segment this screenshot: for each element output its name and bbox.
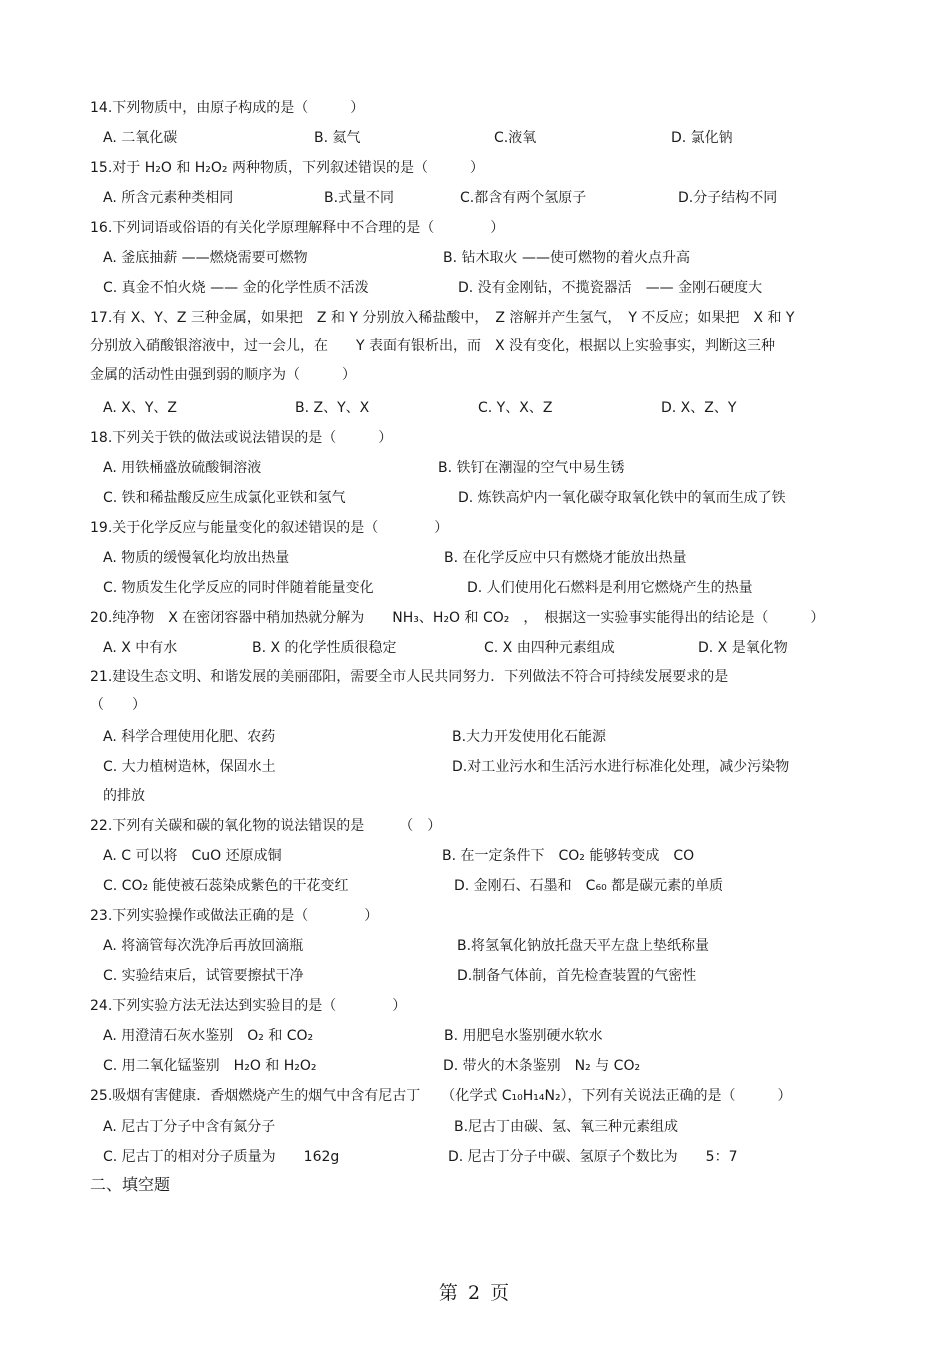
q20-option-d: D. X 是氧化物 — [698, 640, 788, 656]
section-title-fill-in-blanks: 二、填空题 — [90, 1175, 171, 1194]
q23-option-d: D.制备气体前，首先检查装置的气密性 — [457, 968, 697, 984]
q25-option-d: D. 尼古丁分子中碳、氢原子个数比为 5：7 — [448, 1149, 738, 1165]
q15-option-b: B.式量不同 — [324, 190, 395, 206]
q17-option-b: B. Z、Y、X — [295, 400, 370, 416]
question-22-stem: 22.下列有关碳和碳的氧化物的说法错误的是 （ ） — [90, 818, 442, 834]
q24-option-a: A. 用澄清石灰水鉴别 O₂ 和 CO₂ — [103, 1028, 314, 1044]
q18-option-c: C. 铁和稀盐酸反应生成氯化亚铁和氢气 — [103, 490, 346, 506]
question-17-stem-line-1: 17.有 X、Y、Z 三种金属，如果把 Z 和 Y 分别放入稀盐酸中， Z 溶解并产生氢气， Y 不反应；如果把 X 和 Y — [90, 310, 795, 326]
q20-option-c: C. X 由四种元素组成 — [484, 640, 615, 656]
question-19-stem: 19.关于化学反应与能量变化的叙述错误的是（ ） — [90, 520, 449, 536]
q25-option-a: A. 尼古丁分子中含有氮分子 — [103, 1119, 276, 1135]
q16-option-c: C. 真金不怕火烧 —— 金的化学性质不活泼 — [103, 280, 369, 296]
question-24-stem: 24.下列实验方法无法达到实验目的是（ ） — [90, 998, 407, 1014]
q17-option-d: D. X、Z、Y — [661, 400, 737, 416]
q25-option-b: B.尼古丁由碳、氢、氧三种元素组成 — [454, 1119, 679, 1135]
q19-option-c: C. 物质发生化学反应的同时伴随着能量变化 — [103, 580, 374, 596]
q18-option-b: B. 铁钉在潮湿的空气中易生锈 — [438, 460, 625, 476]
question-21-stem-line-2: （ ） — [90, 697, 146, 713]
q16-option-d: D. 没有金刚钻，不揽瓷器活 —— 金刚石硬度大 — [458, 280, 763, 296]
question-21-stem-line-1: 21.建设生态文明、和谐发展的美丽邵阳，需要全市人民共同努力．下列做法不符合可持续发展要求的是 — [90, 669, 729, 685]
q16-option-a: A. 釜底抽薪 ——燃烧需要可燃物 — [103, 250, 308, 266]
question-16-stem: 16.下列词语或俗语的有关化学原理解释中不合理的是（ ） — [90, 220, 505, 236]
question-14-stem: 14.下列物质中，由原子构成的是（ ） — [90, 100, 365, 116]
q23-option-c: C. 实验结束后，试管要擦拭干净 — [103, 968, 304, 984]
q21-option-b: B.大力开发使用化石能源 — [452, 729, 607, 745]
q21-option-d-continued: 的排放 — [103, 788, 145, 804]
q23-option-b: B.将氢氧化钠放托盘天平左盘上垫纸称量 — [457, 938, 710, 954]
q20-option-b: B. X 的化学性质很稳定 — [252, 640, 397, 656]
q24-option-c: C. 用二氧化锰鉴别 H₂O 和 H₂O₂ — [103, 1058, 317, 1074]
question-23-stem: 23.下列实验操作或做法正确的是（ ） — [90, 908, 379, 924]
q19-option-a: A. 物质的缓慢氧化均放出热量 — [103, 550, 290, 566]
q19-option-b: B. 在化学反应中只有燃烧才能放出热量 — [444, 550, 687, 566]
question-17-stem-line-3: 金属的活动性由强到弱的顺序为（ ） — [90, 367, 356, 383]
q21-option-d: D.对工业污水和生活污水进行标准化处理，减少污染物 — [452, 759, 790, 775]
q17-option-c: C. Y、X、Z — [478, 400, 553, 416]
q20-option-a: A. X 中有水 — [103, 640, 178, 656]
q18-option-a: A. 用铁桶盛放硫酸铜溶液 — [103, 460, 262, 476]
question-25-stem: 25.吸烟有害健康．香烟燃烧产生的烟气中含有尼古丁 （化学式 C₁₀H₁₄N₂），下列有关说法正确的是（ ） — [90, 1088, 792, 1104]
q14-option-c: C.液氧 — [494, 130, 537, 146]
q14-option-a: A. 二氧化碳 — [103, 130, 178, 146]
q25-option-c: C. 尼古丁的相对分子质量为 162g — [103, 1149, 340, 1165]
question-17-stem-line-2: 分别放入硝酸银溶液中，过一会儿，在 Y 表面有银析出，而 X 没有变化，根据以上实验事实，判断这三种 — [90, 338, 776, 354]
page-number: 第 2 页 — [438, 1282, 512, 1304]
q21-option-c: C. 大力植树造林，保固水土 — [103, 759, 276, 775]
q22-option-d: D. 金刚石、石墨和 C₆₀ 都是碳元素的单质 — [454, 878, 724, 894]
q22-option-c: C. CO₂ 能使被石蕊染成紫色的干花变红 — [103, 878, 349, 894]
question-15-stem: 15.对于 H₂O 和 H₂O₂ 两种物质，下列叙述错误的是（ ） — [90, 160, 484, 176]
q14-option-d: D. 氯化钠 — [671, 130, 733, 146]
q15-option-a: A. 所含元素种类相同 — [103, 190, 234, 206]
q14-option-b: B. 氦气 — [314, 130, 361, 146]
question-18-stem: 18.下列关于铁的做法或说法错误的是（ ） — [90, 430, 393, 446]
q24-option-b: B. 用肥皂水鉴别硬水软水 — [444, 1028, 603, 1044]
q15-option-c: C.都含有两个氢原子 — [460, 190, 587, 206]
q24-option-d: D. 带火的木条鉴别 N₂ 与 CO₂ — [443, 1058, 641, 1074]
q18-option-d: D. 炼铁高炉内一氧化碳夺取氧化铁中的氧而生成了铁 — [458, 490, 786, 506]
q15-option-d: D.分子结构不同 — [678, 190, 778, 206]
q17-option-a: A. X、Y、Z — [103, 400, 177, 416]
question-20-stem: 20.纯净物 X 在密闭容器中稍加热就分解为 NH₃、H₂O 和 CO₂ ， 根据这一实验事实能得出的结论是（ ） — [90, 610, 825, 626]
q19-option-d: D. 人们使用化石燃料是利用它燃烧产生的热量 — [467, 580, 753, 596]
q23-option-a: A. 将滴管每次洗净后再放回滴瓶 — [103, 938, 304, 954]
q21-option-a: A. 科学合理使用化肥、农药 — [103, 729, 276, 745]
q16-option-b: B. 钻木取火 ——使可燃物的着火点升高 — [443, 250, 690, 266]
q22-option-a: A. C 可以将 CuO 还原成铜 — [103, 848, 282, 864]
q22-option-b: B. 在一定条件下 CO₂ 能够转变成 CO — [442, 848, 695, 864]
